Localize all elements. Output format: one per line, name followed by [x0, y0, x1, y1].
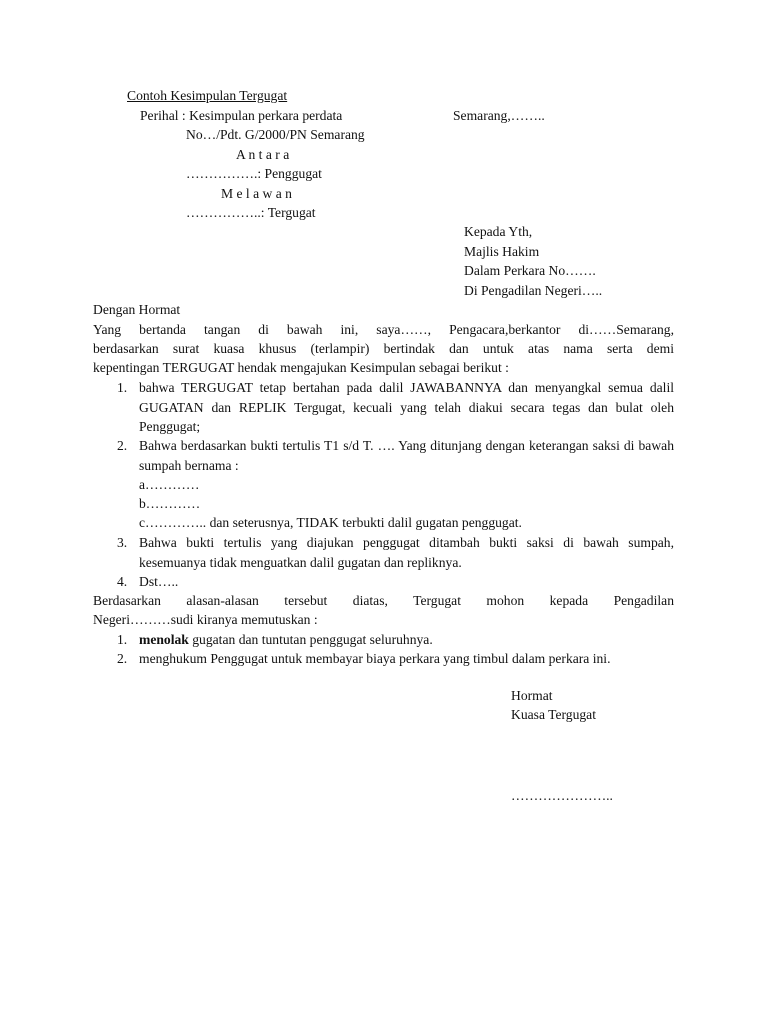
- intro-line-3: kepentingan TERGUGAT hendak mengajukan Kesimpulan sebagai berikut :: [93, 360, 509, 375]
- case-number: No…/Pdt. G/2000/PN Semarang: [186, 127, 365, 142]
- subject-line: Perihal : Kesimpulan perkara perdata: [140, 108, 343, 123]
- petitum-text: gugatan dan tuntutan penggugat seluruhnya.: [188, 632, 433, 647]
- list-number: 2.: [117, 438, 128, 453]
- conclusion-line-2: Negeri………sudi kiranya memutuskan :: [93, 612, 318, 627]
- intro-line-2: berdasarkan surat kuasa khusus (terlampir) bertindak dan untuk atas nama serta demi: [93, 341, 674, 356]
- petitum-bold-word: menolak: [139, 632, 189, 647]
- witness-b: b…………: [139, 496, 201, 511]
- list-item: bahwa TERGUGAT tetap bertahan pada dalil JAWABANNYA dan menyangkal semua dalil GUGATAN dan REPLIK Tergugat, kecuali yang telah diakui secara tegas dan bulat oleh Penggugat;: [139, 380, 674, 434]
- witness-c: c………….. dan seterusnya, TIDAK terbukti dalil gugatan penggugat.: [139, 515, 522, 530]
- between-label: A n t a r a: [236, 147, 290, 162]
- petitum-number: 1.: [117, 632, 128, 647]
- addressee-line-4: Di Pengadilan Negeri…..: [464, 283, 603, 298]
- signature-closing: Hormat: [511, 688, 553, 703]
- petitum-item: menghukum Penggugat untuk membayar biaya perkara yang timbul dalam perkara ini.: [139, 651, 611, 666]
- addressee-line-1: Kepada Yth,: [464, 224, 533, 239]
- petitum-item: [139, 630, 674, 650]
- list-item: Dst…..: [139, 574, 179, 589]
- addressee-line-3: Dalam Perkara No…….: [464, 263, 596, 278]
- list-item: Bahwa berdasarkan bukti tertulis T1 s/d T. …. Yang ditunjang dengan keterangan saksi di bawah sumpah bernama :: [139, 438, 674, 473]
- defendant-line: ……………..: Tergugat: [186, 205, 316, 220]
- versus-label: M e l a w a n: [221, 186, 292, 201]
- list-number: 3.: [117, 535, 128, 550]
- list-item: Bahwa bukti tertulis yang diajukan penggugat ditambah bukti saksi di bawah sumpah, kesemuanya tidak menguatkan dalil gugatan dan repliknya.: [139, 535, 674, 570]
- signature-name-line: …………………..: [511, 788, 613, 803]
- document-title: Contoh Kesimpulan Tergugat: [127, 88, 288, 103]
- conclusion-line-1: Berdasarkan alasan-alasan tersebut diatas, Tergugat mohon kepada Pengadilan: [93, 593, 674, 608]
- place-date: Semarang,……..: [453, 108, 545, 123]
- intro-line-1: Yang bertanda tangan di bawah ini, saya……, Pengacara,berkantor di……Semarang,: [93, 322, 674, 337]
- list-number: 4.: [117, 574, 128, 589]
- signature-role: Kuasa Tergugat: [511, 707, 596, 722]
- petitum-number: 2.: [117, 651, 128, 666]
- greeting: Dengan Hormat: [93, 302, 181, 317]
- plaintiff-line: …………….: Penggugat: [186, 166, 322, 181]
- list-number: 1.: [117, 380, 128, 395]
- addressee-line-2: Majlis Hakim: [464, 244, 540, 259]
- witness-a: a…………: [139, 477, 200, 492]
